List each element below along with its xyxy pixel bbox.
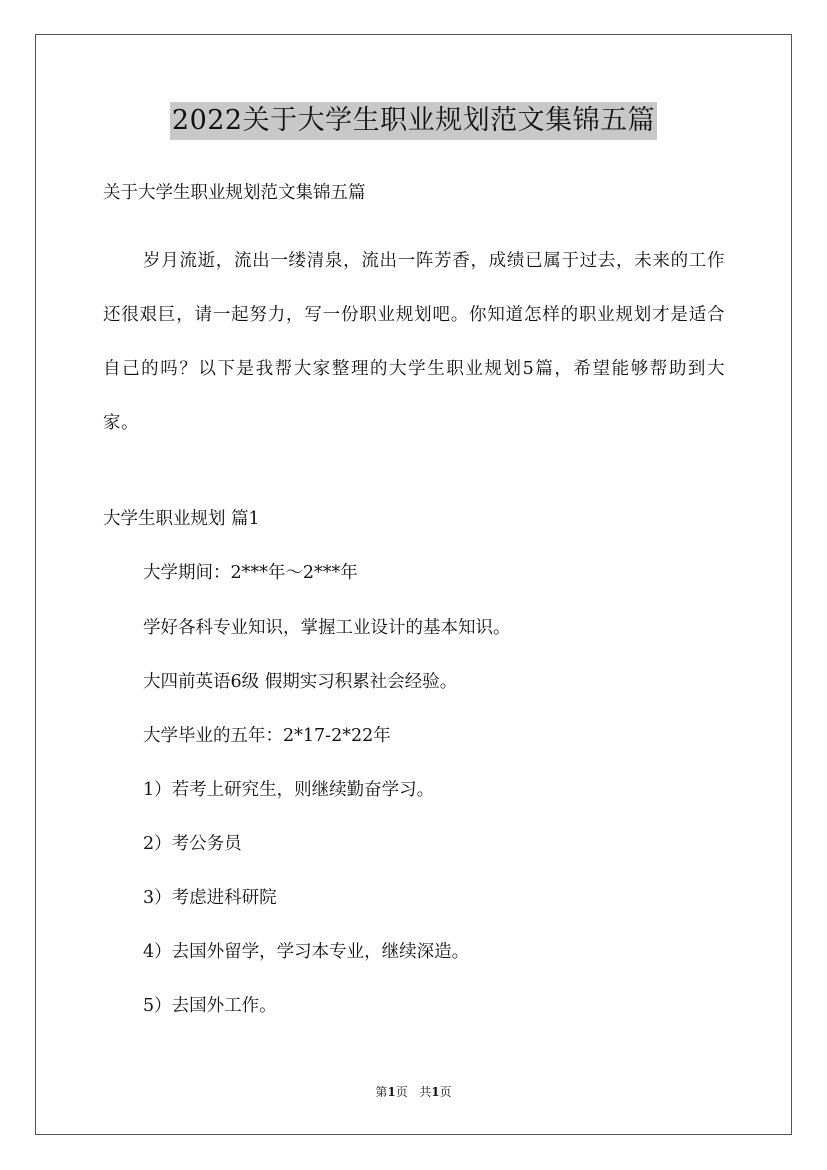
total-prefix: 共 [419, 1085, 432, 1099]
list-item: 3）考虑进科研院 [143, 888, 277, 908]
section-heading-1: 大学生职业规划 篇1 [103, 509, 260, 529]
total-pages: 1 [431, 1085, 440, 1099]
list-item: 2）考公务员 [143, 834, 242, 854]
title-container [0, 102, 827, 140]
page-suffix: 页 [395, 1085, 408, 1099]
intro-paragraph: 岁月流逝，流出一缕清泉，流出一阵芳香，成绩已属于过去，未来的工作还很艰巨，请一起努力，写一份职业规划吧。你知道怎样的职业规划才是适合自己的吗？以下是我帮大家整理的大学生职业规划5篇，希望能够帮助到大家。 [103, 251, 725, 433]
list-item: 学好各科专业知识，掌握工业设计的基本知识。 [143, 618, 511, 638]
list-item: 大四前英语6级 假期实习积累社会经验。 [143, 672, 458, 692]
page-prefix: 第 [375, 1085, 388, 1099]
document-title: 2022关于大学生职业规划范文集锦五篇 [170, 102, 657, 140]
list-item: 5）去国外工作。 [143, 996, 277, 1016]
list-item: 大学毕业的五年：2*17-2*22年 [143, 726, 391, 746]
document-subtitle: 关于大学生职业规划范文集锦五篇 [103, 183, 366, 203]
list-item: 大学期间：2***年～2***年 [143, 563, 358, 583]
page-footer [0, 1084, 827, 1100]
page-number: 1 [387, 1085, 396, 1099]
total-suffix: 页 [439, 1085, 452, 1099]
list-item: 1）若考上研究生，则继续勤奋学习。 [143, 780, 435, 800]
list-item: 4）去国外留学，学习本专业，继续深造。 [143, 942, 470, 962]
